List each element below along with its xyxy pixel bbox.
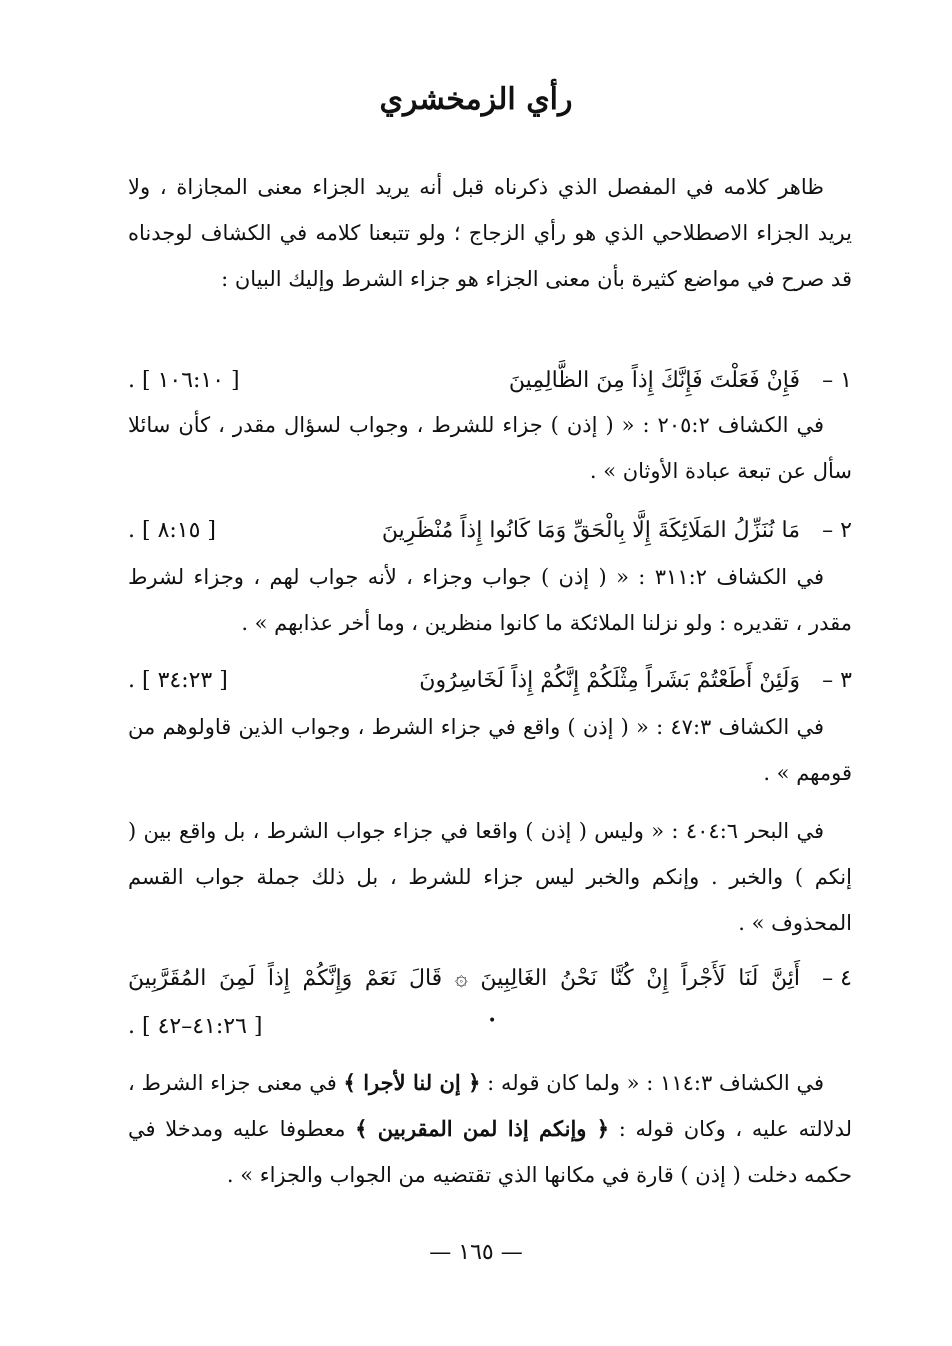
final-text-part-1: في الكشاف ١١٤:٣ : « ولما كان قوله : [480, 1071, 825, 1095]
verse-line-2 [128, 508, 852, 554]
final-paragraph [128, 1060, 852, 1198]
quran-verse-4: أَئِنَّ لَنَا لَأَجْراً إِنْ كُنَّا نَحْنُ الغَالِبِينَ ۞ قَالَ نَعَمْ وَإِنَّكُمْ إِذاً لَمِنَ المُقَرَّبِينَ [128, 966, 800, 991]
page-title: رأي الزمخشري [379, 82, 573, 117]
verse-reference-1: [ ١٠٦:١٠ ] . [128, 368, 240, 393]
quran-verse-3: وَلَئِنْ أَطَعْتُمْ بَشَراً مِثْلَكُمْ إِنَّكُمْ إِذاً لَخَاسِرُونَ [419, 668, 800, 693]
bahr-paragraph: في البحر ٤٠٤:٦ : « وليس ( إذن ) واقعا في جزاء جواب الشرط ، بل واقع بين ( إنكم ) والخبر . وإنكم والخبر ليس جزاء للشرط ، بل ذلك جملة جواب القسم المحذوف » . [128, 819, 852, 935]
intro-paragraph: ظاهر كلامه في المفصل الذي ذكرناه قبل أنه يريد الجزاء معنى المجازاة ، ولا يريد الجزاء الاصطلاحي الذي هو رأي الزجاج ؛ ولو تتبعنا كلامه في الكشاف لوجدناه قد صرح في مواضع كثيرة بأن معنى الجزاء هو جزاء الشرط وإليك البيان : [128, 175, 852, 291]
commentary-3: في الكشاف ٤٧:٣ : « ( إذن ) واقع في جزاء الشرط ، وجواب الذين قاولوهم من قومهم » . [128, 715, 852, 785]
final-text-part-2: في معنى جزاء الشرط ، لدلالته عليه ، وكان قوله : [128, 1071, 853, 1141]
verse-line-3 [128, 658, 852, 704]
quran-verse-2: مَا نُنَزِّلُ المَلَائِكَةَ إِلَّا بِالْحَقِّ وَمَا كَانُوا إِذاً مُنْظَرِينَ [381, 518, 800, 543]
quran-verse-1: فَإِنْ فَعَلْتَ فَإِنَّكَ إِذاً مِنَ الظَّالِمِينَ [508, 368, 800, 393]
quoted-verse-1: ﴿ إن لنا لأجرا ﴾ [343, 1070, 481, 1095]
item-number-3: ٣ – [822, 668, 852, 693]
verse-reference-4: [ ٤١:٢٦–٤٢ ] . [128, 1014, 263, 1039]
quoted-verse-2: ﴿ وإنكم إذا لمن المقربين ﴾ [355, 1116, 610, 1141]
verse-line-1 [128, 358, 852, 404]
verse-reference-2: [ ٨:١٥ ] . [128, 518, 217, 543]
verse-reference-3: [ ٣٤:٢٣ ] . [128, 668, 228, 693]
ink-mark: • [488, 1013, 497, 1029]
item-number-1: ١ – [822, 368, 852, 393]
commentary-2: في الكشاف ٣١١:٢ : « ( إذن ) جواب وجزاء ، لأنه جواب لهم ، وجزاء لشرط مقدر ، تقديره : ولو نزلنا الملائكة ما كانوا منظرين ، وما أخر عذابهم » . [128, 565, 852, 635]
final-text-part-3: معطوفا عليه ومدخلا في حكمه دخلت ( إذن ) قارة في مكانها الذي تقتضيه من الجواب والجزاء » . [128, 1117, 852, 1187]
page-number: — ١٦٥ — [429, 1240, 523, 1265]
item-number-4: ٤ – [822, 966, 852, 991]
verse-line-4 [128, 956, 852, 1002]
item-number-2: ٢ – [822, 518, 852, 543]
commentary-1: في الكشاف ٢٠٥:٢ : « ( إذن ) جزاء للشرط ، وجواب لسؤال مقدر ، كأن سائلا سأل عن تبعة عبادة الأوثان » . [128, 413, 852, 483]
